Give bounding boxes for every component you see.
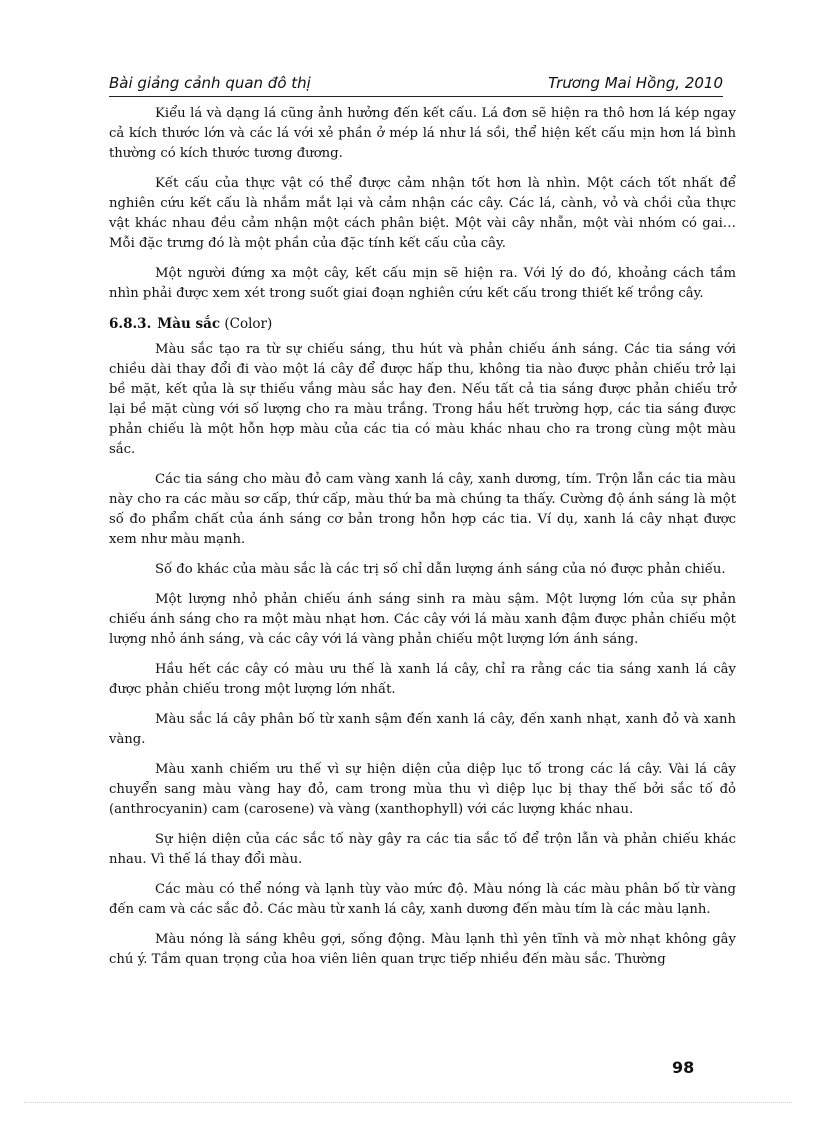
page-number: 98: [672, 1058, 695, 1077]
paragraph: Kết cấu của thực vật có thể được cảm nhận tốt hơn là nhìn. Một cách tốt nhất để nghiên cứu kết cấu là nhắm mắt lại và cảm nhận các cây. Các lá, cành, vỏ và chồi của thực vật khác nhau đều cảm nhận một cách phân biệt. Một vài cây nhẵn, một vài nhóm có gai… Mỗi đặc trưng đó là một phần của đặc tính kết cấu của cây.: [109, 176, 736, 251]
page-bottom-divider: [24, 1102, 792, 1103]
paragraph: Các màu có thể nóng và lạnh tùy vào mức độ. Màu nóng là các màu phân bố từ vàng đến cam và các sắc đỏ. Các màu từ xanh lá cây, xanh dương đến màu tím là các màu lạnh.: [109, 882, 736, 917]
paragraph: Các tia sáng cho màu đỏ cam vàng xanh lá cây, xanh dương, tím. Trộn lẫn các tia màu này cho ra các màu sơ cấp, thứ cấp, màu thứ ba mà chúng ta thấy. Cường độ ánh sáng là một số đo phẩm chất của ánh sáng cơ bản trong hỗn hợp các tia. Ví dụ, xanh lá cây nhạt được xem như màu mạnh.: [109, 472, 736, 547]
paragraph: Hầu hết các cây có màu ưu thế là xanh lá cây, chỉ ra rằng các tia sáng xanh lá cây được phản chiếu trong một lượng lớn nhất.: [109, 662, 736, 697]
paragraph: Một người đứng xa một cây, kết cấu mịn sẽ hiện ra. Với lý do đó, khoảng cách tầm nhìn phải được xem xét trong suốt giai đoạn nghiên cứu kết cấu trong thiết kế trồng cây.: [109, 266, 736, 301]
running-header: [109, 74, 723, 96]
paragraph: Kiểu lá và dạng lá cũng ảnh hưởng đến kết cấu. Lá đơn sẽ hiện ra thô hơn lá kép ngay cả kích thước lớn và các lá với xẻ phần ở mép lá như lá sồi, thể hiện kết cấu mịn hơn lá bình thường có kích thước tương đương.: [109, 106, 736, 161]
paragraph: Màu nóng là sáng khêu gợi, sống động. Màu lạnh thì yên tĩnh và mờ nhạt không gây chú ý. Tầm quan trọng của hoa viên liên quan trực tiếp nhiều đến màu sắc. Thường: [109, 932, 736, 967]
page-body: [109, 104, 736, 980]
section-number: 6.8.3.: [109, 316, 152, 332]
section-subtitle: (Color): [224, 316, 273, 332]
header-divider: [109, 96, 723, 97]
paragraph: Số đo khác của màu sắc là các trị số chỉ dẫn lượng ánh sáng của nó được phản chiếu.: [155, 562, 726, 577]
section-title: Màu sắc: [157, 316, 221, 332]
header-course-title: Bài giảng cảnh quan đô thị: [109, 74, 311, 92]
section-heading: [109, 314, 736, 334]
header-author-year: Trương Mai Hồng, 2010: [548, 74, 723, 92]
paragraph: Màu sắc lá cây phân bố từ xanh sậm đến xanh lá cây, đến xanh nhạt, xanh đỏ và xanh vàng.: [109, 712, 736, 747]
paragraph: Sự hiện diện của các sắc tố này gây ra các tia sắc tố để trộn lẫn và phản chiếu khác nhau. Vì thế lá thay đổi màu.: [109, 832, 736, 867]
paragraph: Màu sắc tạo ra từ sự chiếu sáng, thu hút và phản chiếu ánh sáng. Các tia sáng với chiều dài thay đổi đi vào một lá cây để được hấp thu, không tia nào được phản chiếu trở lại bề mặt, kết qủa là sự thiếu vắng màu sắc hay đen. Nếu tất cả tia sáng được phản chiếu trở lại bề mặt cùng với số lượng cho ra màu trắng. Trong hầu hết trường hợp, các tia sáng được phản chiếu là một hỗn hợp màu của các tia có màu khác nhau cho ra trong cùng một màu sắc.: [109, 342, 736, 457]
paragraph: Một lượng nhỏ phản chiếu ánh sáng sinh ra màu sậm. Một lượng lớn của sự phản chiếu ánh sáng cho ra một màu nhạt hơn. Các cây với lá màu xanh đậm được phản chiếu một lượng nhỏ ánh sáng, và các cây với lá vàng phản chiếu một lượng lớn ánh sáng.: [109, 592, 736, 647]
paragraph: Màu xanh chiếm ưu thế vì sự hiện diện của diệp lục tố trong các lá cây. Vài lá cây chuyển sang màu vàng hay đỏ, cam trong mùa thu vì diệp lục bị thay thế bởi sắc tố đỏ (anthrocyanin) cam (carosene) và vàng (xanthophyll) với các lượng khác nhau.: [109, 762, 736, 817]
